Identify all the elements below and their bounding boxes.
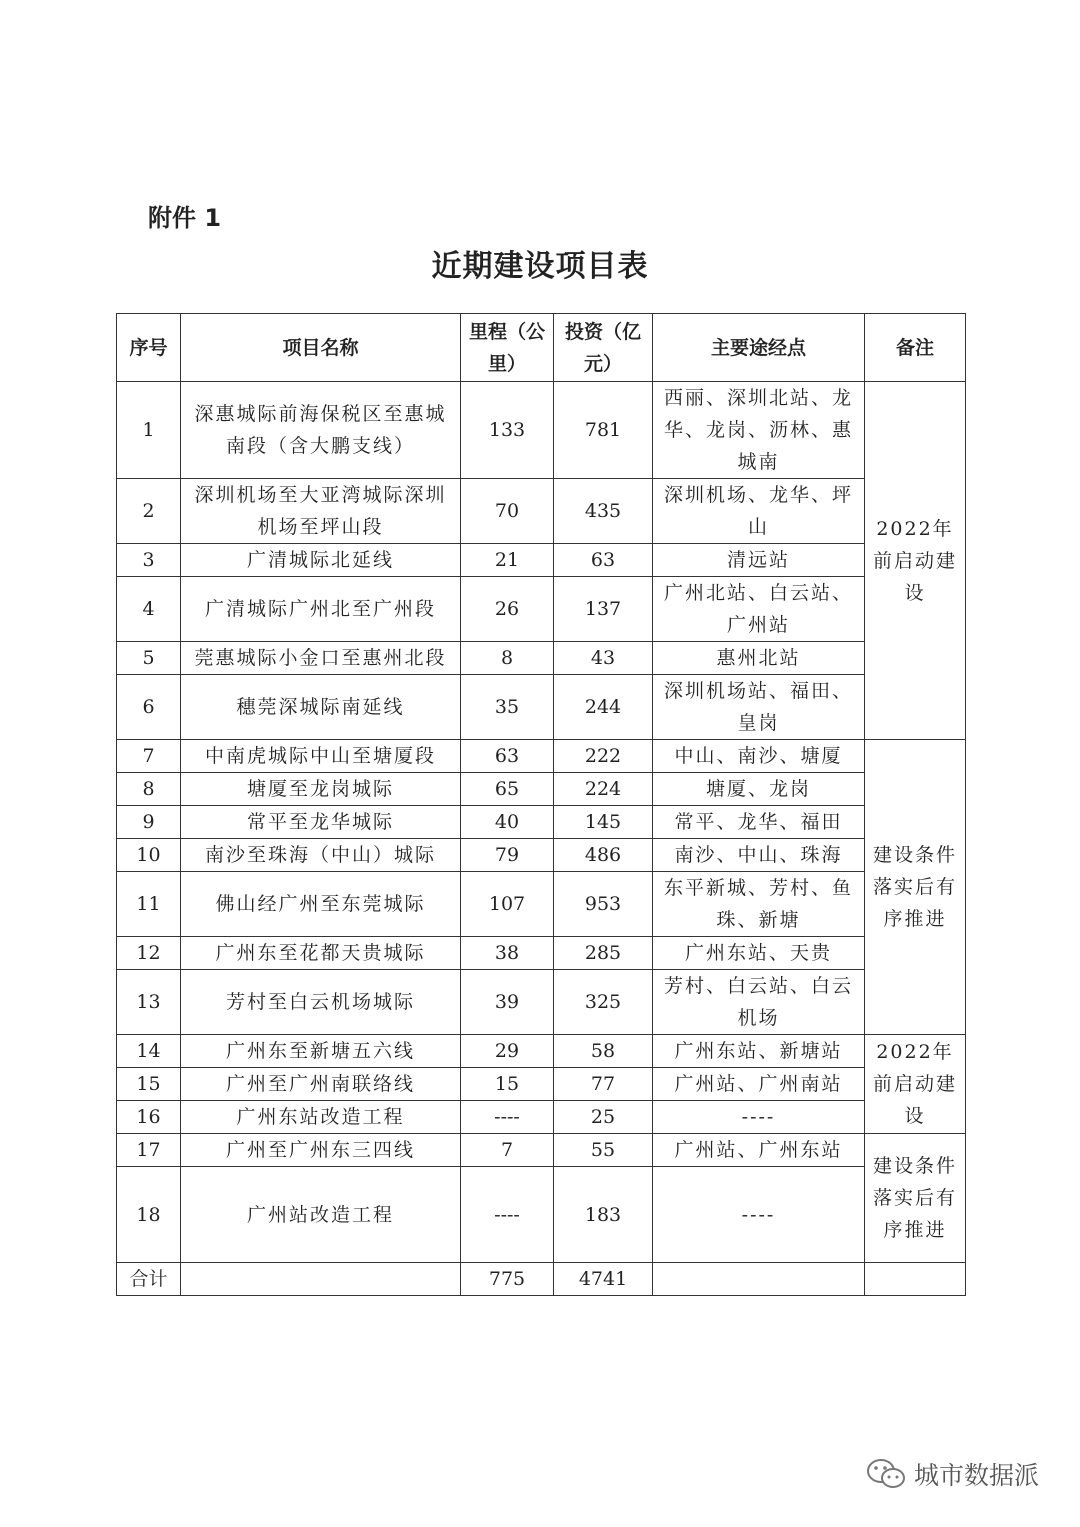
table-row: [117, 1101, 966, 1134]
header-length: 里程（公里）: [461, 314, 554, 382]
cell-no: 9: [117, 806, 181, 839]
table-row: [117, 577, 966, 642]
cell-invest: 486: [554, 839, 653, 872]
table-row: [117, 937, 966, 970]
wechat-icon: [866, 1457, 906, 1491]
attachment-label: 附件 1: [148, 204, 222, 232]
cell-length: 38: [461, 937, 554, 970]
cell-length: 29: [461, 1035, 554, 1068]
cell-route: 芳村、白云站、白云机场: [653, 970, 865, 1035]
cell-invest: 953: [554, 872, 653, 937]
cell-name: 广州至广州南联络线: [181, 1068, 461, 1101]
cell-length: 65: [461, 773, 554, 806]
table-row: [117, 806, 966, 839]
cell-length: 63: [461, 740, 554, 773]
cell-route: 广州站、广州东站: [653, 1134, 865, 1167]
cell-name: 南沙至珠海（中山）城际: [181, 839, 461, 872]
cell-invest: 244: [554, 675, 653, 740]
table-row: [117, 1134, 966, 1167]
cell-name: 佛山经广州至东莞城际: [181, 872, 461, 937]
table-row: [117, 479, 966, 544]
header-route: 主要途经点: [653, 314, 865, 382]
cell-no: 5: [117, 642, 181, 675]
total-length: 775: [461, 1263, 554, 1296]
cell-name: 莞惠城际小金口至惠州北段: [181, 642, 461, 675]
cell-length: 21: [461, 544, 554, 577]
table-row: [117, 1167, 966, 1263]
cell-invest: 224: [554, 773, 653, 806]
total-route-empty: [653, 1263, 865, 1296]
cell-name: 常平至龙华城际: [181, 806, 461, 839]
remark-group-2: 建设条件落实后有序推进: [865, 740, 966, 1035]
cell-length: 15: [461, 1068, 554, 1101]
cell-no: 16: [117, 1101, 181, 1134]
cell-invest: 183: [554, 1167, 653, 1263]
cell-no: 13: [117, 970, 181, 1035]
cell-length: 40: [461, 806, 554, 839]
cell-name: 芳村至白云机场城际: [181, 970, 461, 1035]
cell-route: 深圳机场站、福田、皇岗: [653, 675, 865, 740]
cell-no: 11: [117, 872, 181, 937]
cell-no: 2: [117, 479, 181, 544]
cell-route: ----: [653, 1101, 865, 1134]
cell-length: ----: [461, 1101, 554, 1134]
cell-route: 塘厦、龙岗: [653, 773, 865, 806]
cell-invest: 137: [554, 577, 653, 642]
table-row: [117, 740, 966, 773]
cell-length: 107: [461, 872, 554, 937]
project-table: [116, 313, 966, 1296]
cell-no: 7: [117, 740, 181, 773]
cell-no: 3: [117, 544, 181, 577]
cell-no: 12: [117, 937, 181, 970]
cell-length: 39: [461, 970, 554, 1035]
cell-invest: 58: [554, 1035, 653, 1068]
table-row: [117, 970, 966, 1035]
cell-no: 10: [117, 839, 181, 872]
remark-group-4: 建设条件落实后有序推进: [865, 1134, 966, 1263]
cell-no: 6: [117, 675, 181, 740]
total-label: 合计: [117, 1263, 181, 1296]
cell-invest: 77: [554, 1068, 653, 1101]
cell-route: 中山、南沙、塘厦: [653, 740, 865, 773]
cell-no: 4: [117, 577, 181, 642]
cell-length: 133: [461, 382, 554, 479]
cell-invest: 63: [554, 544, 653, 577]
cell-name: 广州东至新塘五六线: [181, 1035, 461, 1068]
cell-route: 南沙、中山、珠海: [653, 839, 865, 872]
watermark-text: 城市数据派: [914, 1461, 1040, 1490]
header-no: 序号: [117, 314, 181, 382]
cell-route: ----: [653, 1167, 865, 1263]
table-row: [117, 839, 966, 872]
total-name-empty: [181, 1263, 461, 1296]
cell-name: 广州东站改造工程: [181, 1101, 461, 1134]
cell-route: 东平新城、芳村、鱼珠、新塘: [653, 872, 865, 937]
cell-invest: 145: [554, 806, 653, 839]
cell-invest: 25: [554, 1101, 653, 1134]
cell-length: 35: [461, 675, 554, 740]
cell-name: 广清城际北延线: [181, 544, 461, 577]
cell-route: 惠州北站: [653, 642, 865, 675]
cell-invest: 325: [554, 970, 653, 1035]
table-row: [117, 1068, 966, 1101]
table-row: [117, 544, 966, 577]
cell-no: 8: [117, 773, 181, 806]
cell-no: 15: [117, 1068, 181, 1101]
cell-no: 1: [117, 382, 181, 479]
cell-route: 清远站: [653, 544, 865, 577]
watermark: [866, 1456, 1039, 1492]
cell-name: 中南虎城际中山至塘厦段: [181, 740, 461, 773]
cell-route: 常平、龙华、福田: [653, 806, 865, 839]
total-row: [117, 1263, 966, 1296]
table-row: [117, 642, 966, 675]
remark-group-1: 2022年前启动建设: [865, 382, 966, 740]
cell-route: 广州东站、天贵: [653, 937, 865, 970]
total-invest: 4741: [554, 1263, 653, 1296]
cell-length: ----: [461, 1167, 554, 1263]
cell-no: 17: [117, 1134, 181, 1167]
cell-route: 西丽、深圳北站、龙华、龙岗、沥林、惠城南: [653, 382, 865, 479]
table-row: [117, 382, 966, 479]
cell-name: 广州东至花都天贵城际: [181, 937, 461, 970]
cell-length: 26: [461, 577, 554, 642]
cell-invest: 285: [554, 937, 653, 970]
cell-route: 广州北站、白云站、广州站: [653, 577, 865, 642]
cell-invest: 222: [554, 740, 653, 773]
header-name: 项目名称: [181, 314, 461, 382]
cell-route: 广州东站、新塘站: [653, 1035, 865, 1068]
cell-invest: 43: [554, 642, 653, 675]
cell-length: 79: [461, 839, 554, 872]
page-title: 近期建设项目表: [431, 249, 649, 284]
header-invest: 投资（亿元）: [554, 314, 653, 382]
cell-no: 18: [117, 1167, 181, 1263]
table-row: [117, 1035, 966, 1068]
cell-name: 广州至广州东三四线: [181, 1134, 461, 1167]
total-remark-empty: [865, 1263, 966, 1296]
cell-route: 深圳机场、龙华、坪山: [653, 479, 865, 544]
cell-length: 7: [461, 1134, 554, 1167]
cell-route: 广州站、广州南站: [653, 1068, 865, 1101]
cell-name: 塘厦至龙岗城际: [181, 773, 461, 806]
cell-name: 广州站改造工程: [181, 1167, 461, 1263]
table-row: [117, 773, 966, 806]
cell-no: 14: [117, 1035, 181, 1068]
cell-name: 穗莞深城际南延线: [181, 675, 461, 740]
cell-name: 深惠城际前海保税区至惠城南段（含大鹏支线）: [181, 382, 461, 479]
table-row: [117, 872, 966, 937]
cell-invest: 55: [554, 1134, 653, 1167]
remark-group-3: 2022年前启动建设: [865, 1035, 966, 1134]
header-remark: 备注: [865, 314, 966, 382]
table-row: [117, 675, 966, 740]
cell-invest: 781: [554, 382, 653, 479]
cell-length: 8: [461, 642, 554, 675]
cell-invest: 435: [554, 479, 653, 544]
cell-length: 70: [461, 479, 554, 544]
cell-name: 深圳机场至大亚湾城际深圳机场至坪山段: [181, 479, 461, 544]
cell-name: 广清城际广州北至广州段: [181, 577, 461, 642]
